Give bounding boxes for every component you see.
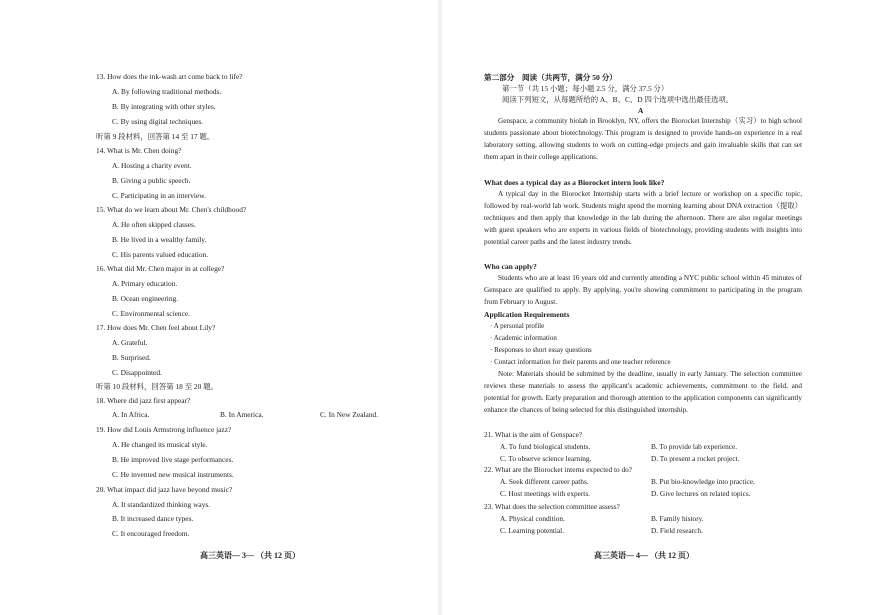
heading-typical-day: What does a typical day as a Biorocket intern look like? (484, 178, 665, 187)
q23-option-b: B. Family history. (651, 514, 704, 523)
q14-option-c: C. Participating in an interview. (112, 191, 206, 200)
part-2-heading: 第二部分 阅读（共两节，满分 50 分） (484, 73, 617, 82)
right-page-footer: 高三英语— 4— （共 12 页） (594, 551, 694, 560)
q21-option-b: B. To provide lab experience. (651, 442, 738, 451)
q13-option-b: B. By integrating with other styles. (112, 102, 216, 111)
q23-option-a: A. Physical condition. (500, 514, 565, 523)
q14-option-b: B. Giving a public speech. (112, 176, 191, 185)
question-16: 16. What did Mr. Chen major in at college? (96, 264, 225, 273)
q17-option-b: B. Surprised. (112, 353, 151, 362)
question-15: 15. What do we learn about Mr. Chen's childhood? (96, 205, 247, 214)
heading-application-requirements: Application Requirements (484, 310, 570, 319)
left-page-footer: 高三英语— 3— （共 12 页） (200, 551, 300, 560)
q22-option-d: D. Give lectures on related topics. (651, 489, 751, 498)
requirement-1: · A personal profile (490, 322, 545, 330)
requirement-2: · Academic information (490, 334, 557, 342)
q21-option-c: C. To observe science learning. (500, 454, 592, 463)
section-10-instruction: 听第 10 段材料，回答第 18 至 20 题。 (96, 382, 218, 391)
q21-option-d: D. To present a rocket project. (651, 454, 740, 463)
passage-paragraph-2: A typical day in the Biorocket Internship starts with a brief lecture or workshop on a specific topic, followed by real-world lab work. Students might spend the morning learning about DNA extraction（提取）techniques and then apply that knowledge in the lab during the afternoon. There are also regular meetings with guest speakers who are experts in various fields of biotechnology, providing students with insights into potential career paths and the latest industry trends. (484, 190, 802, 246)
q19-option-a: A. He changed its musical style. (112, 440, 208, 449)
q16-option-b: B. Ocean engineering. (112, 294, 179, 303)
requirement-4: · Contact information for their parents and one teacher reference (490, 358, 671, 366)
section-9-instruction: 听第 9 段材料，回答第 14 至 17 题。 (96, 132, 215, 141)
q17-option-c: C. Disappointed. (112, 368, 162, 377)
question-19: 19. How did Louis Armstrong influence jazz? (96, 425, 232, 434)
q23-option-d: D. Field research. (651, 526, 703, 535)
question-23: 23. What does the selection committee assess? (484, 502, 620, 511)
q18-option-c: C. In New Zealand. (320, 410, 379, 419)
requirement-3: · Responses to short essay questions (490, 346, 592, 354)
passage-paragraph-4: Note: Materials should be submitted by the deadline, usually in early January. The selection committee reviews these materials to assess the applicant's academic achievements, commitment to the field, and potential for growth. Early preparation and thorough attention to the application components can significantly enhance the chances of being selected for this distinguished internship. (484, 370, 802, 414)
passage-paragraph-1: Genspace, a community biolab in Brooklyn, NY, offers the Biorocket Internship（实习）to high school students passionate about biotechnology. This program is designed to provide hands-on experience in a real laboratory setting, allowing students to work on cutting-edge projects and gain invaluable skills that can set them apart in their college applications. (484, 117, 802, 161)
q15-option-c: C. His parents valued education. (112, 250, 209, 259)
q14-option-a: A. Hosting a charity event. (112, 161, 192, 170)
question-21: 21. What is the aim of Genspace? (484, 430, 583, 439)
q22-option-a: A. Seek different career paths. (500, 477, 589, 486)
q20-option-a: A. It standardized thinking ways. (112, 500, 211, 509)
q23-option-c: C. Learning potential. (500, 526, 565, 535)
q17-option-a: A. Grateful. (112, 338, 148, 347)
question-13: 13. How does the ink-wash art come back to life? (96, 72, 243, 81)
q18-option-b: B. In America. (220, 410, 264, 419)
q20-option-b: B. It increased dance types. (112, 514, 194, 523)
passage-paragraph-3: Students who are at least 16 years old and currently attending a NYC public school within 45 minutes of Genspace are qualified to apply. By applying, you're showing commitment to participating in the program from February to August. (484, 274, 802, 306)
page-fold (437, 0, 443, 615)
section-1-heading: 第一节（共 15 小题；每小题 2.5 分，满分 37.5 分） (502, 84, 669, 93)
q15-option-b: B. He lived in a wealthy family. (112, 235, 207, 244)
q18-option-a: A. In Africa. (112, 410, 150, 419)
q22-option-c: C. Host meetings with experts. (500, 489, 590, 498)
q22-option-b: B. Put bio-knowledge into practice. (651, 477, 755, 486)
question-20: 20. What impact did jazz have beyond music? (96, 485, 233, 494)
heading-who-can-apply: Who can apply? (484, 262, 537, 271)
question-14: 14. What is Mr. Chen doing? (96, 146, 182, 155)
question-22: 22. What are the Biorocket interns expected to do? (484, 465, 632, 474)
question-18: 18. Where did jazz first appear? (96, 396, 191, 405)
q16-option-a: A. Primary education. (112, 279, 178, 288)
q21-option-a: A. To fund biological students. (500, 442, 591, 451)
q13-option-a: A. By following traditional methods. (112, 87, 222, 96)
q20-option-c: C. It encouraged freedom. (112, 529, 190, 538)
reading-instruction: 阅读下列短文，从每题所给的 A、B、C、D 四个选项中选出最佳选项。 (502, 95, 734, 104)
q19-option-b: B. He improved live stage performances. (112, 455, 234, 464)
q19-option-c: C. He invented new musical instruments. (112, 470, 234, 479)
q15-option-a: A. He often skipped classes. (112, 220, 196, 229)
q16-option-c: C. Environmental science. (112, 309, 190, 318)
passage-letter: A (638, 106, 644, 115)
q13-option-c: C. By using digital techniques. (112, 117, 204, 126)
question-17: 17. How does Mr. Chen feel about Lily? (96, 323, 216, 332)
